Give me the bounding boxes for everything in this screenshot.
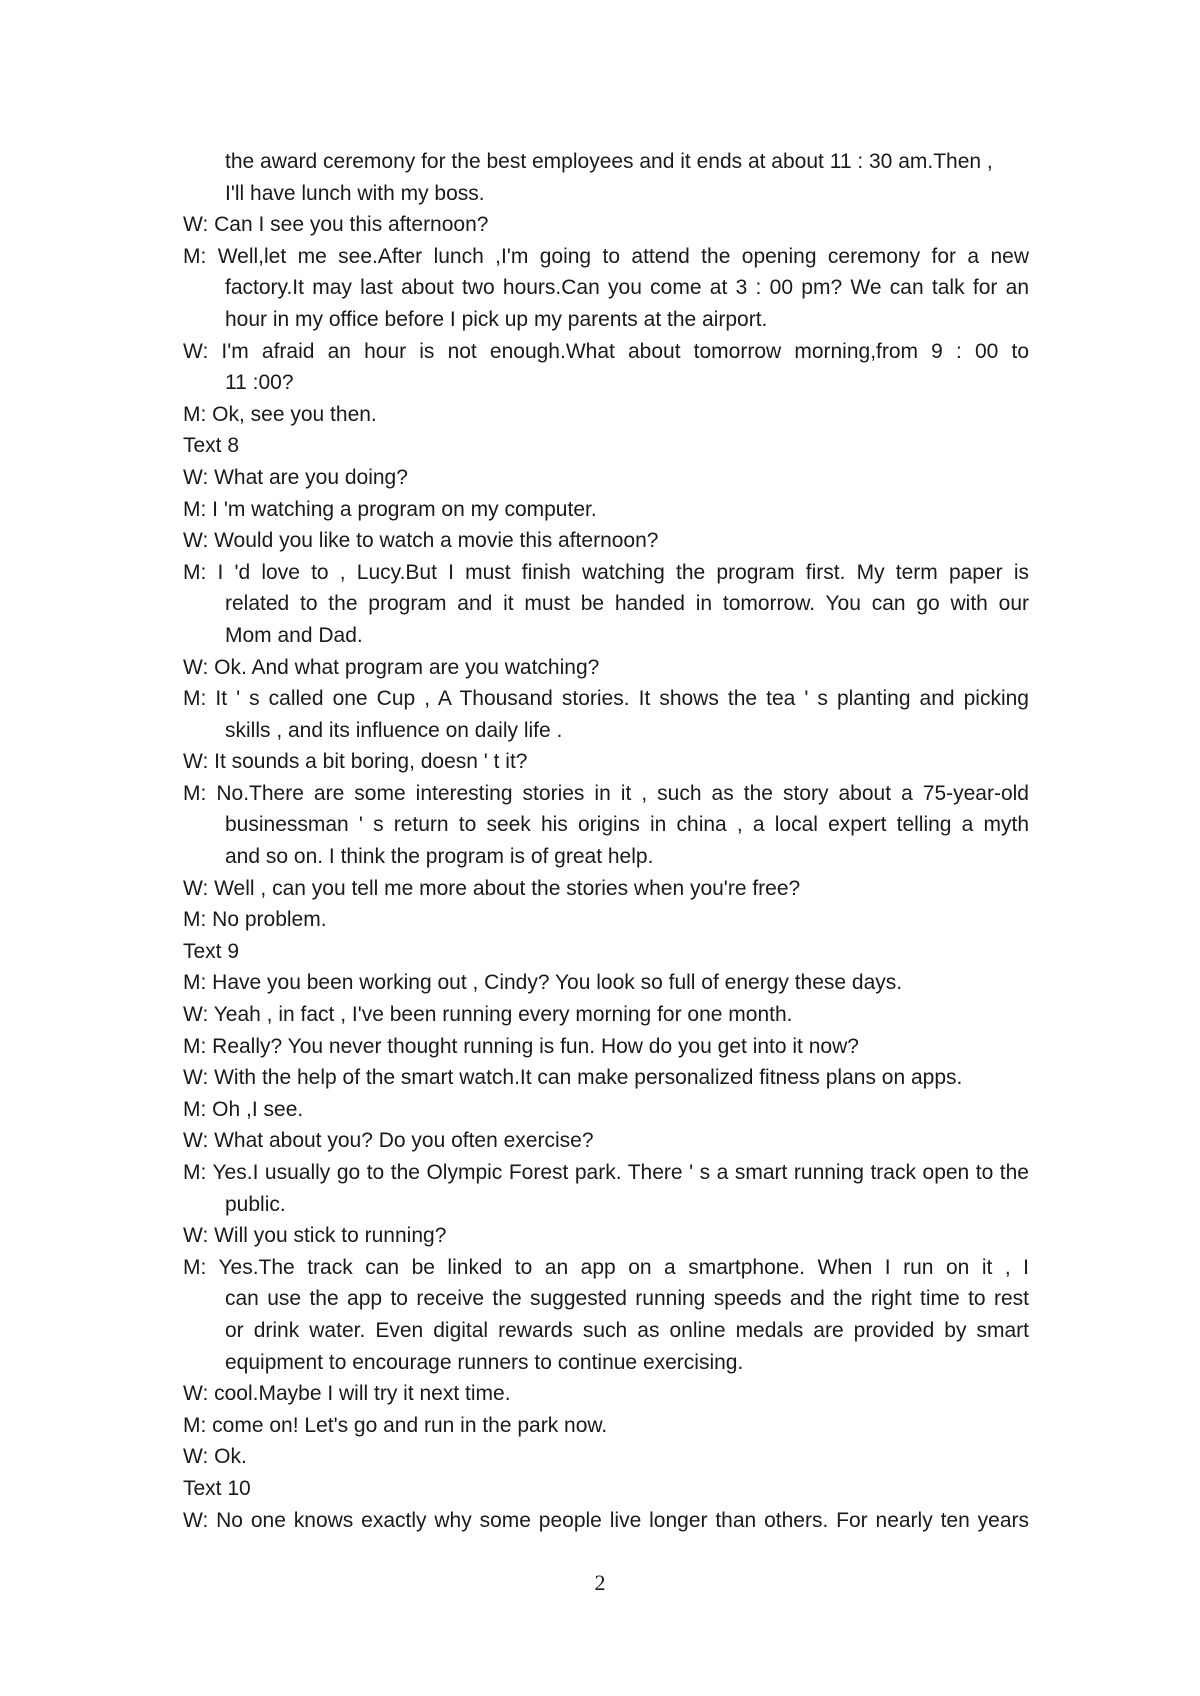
transcript-line: the award ceremony for the best employees and it ends at about 11 : 30 am.Then , xyxy=(225,150,993,173)
transcript-line: W: No one knows exactly why some people live longer than others. For nearly ten years xyxy=(183,1508,1029,1532)
transcript-line: W: cool.Maybe I will try it next time. xyxy=(183,1382,511,1406)
transcript-line: M: Have you been working out , Cindy? You look so full of energy these days. xyxy=(183,971,903,995)
transcript-line: W: Yeah , in fact , I've been running every morning for one month. xyxy=(183,1003,793,1027)
transcript-line: W: I'm afraid an hour is not enough.What about tomorrow morning,from 9 : 00 to xyxy=(183,339,1029,363)
transcript-line: W: Ok. And what program are you watching? xyxy=(183,655,600,679)
transcript-line: M: I 'm watching a program on my computer. xyxy=(183,497,597,521)
section-heading: Text 10 xyxy=(183,1476,251,1500)
dialogue-transcript xyxy=(183,146,1029,1536)
transcript-line: skills , and its influence on daily life . xyxy=(225,718,563,742)
transcript-line: W: Can I see you this afternoon? xyxy=(183,213,489,237)
transcript-line: M: Really? You never thought running is fun. How do you get into it now? xyxy=(183,1034,859,1058)
transcript-line: W: Will you stick to running? xyxy=(183,1224,447,1248)
transcript-line: M: Well,let me see.After lunch ,I'm going to attend the opening ceremony for a new xyxy=(183,244,1029,268)
transcript-line: or drink water. Even digital rewards such as online medals are provided by smart xyxy=(225,1318,1029,1342)
transcript-line: I'll have lunch with my boss. xyxy=(225,181,485,205)
transcript-line: M: It ' s called one Cup , A Thousand stories. It shows the tea ' s planting and picking xyxy=(183,687,1029,711)
transcript-line: W: Well , can you tell me more about the stories when you're free? xyxy=(183,876,801,900)
transcript-line: M: I 'd love to , Lucy.But I must finish watching the program first. My term paper is xyxy=(183,560,1029,584)
transcript-line: businessman ' s return to seek his origins in china , a local expert telling a myth xyxy=(225,813,1029,837)
section-heading: Text 8 xyxy=(183,434,240,458)
transcript-line: M: come on! Let's go and run in the park now. xyxy=(183,1413,608,1437)
transcript-line: and so on. I think the program is of great help. xyxy=(225,845,654,869)
transcript-line: hour in my office before I pick up my parents at the airport. xyxy=(225,307,768,331)
transcript-line: M: Yes.I usually go to the Olympic Forest park. There ' s a smart running track open to the xyxy=(183,1161,1029,1184)
transcript-line: M: No problem. xyxy=(183,908,327,932)
section-heading: Text 9 xyxy=(183,939,240,963)
transcript-line: W: What about you? Do you often exercise? xyxy=(183,1129,594,1153)
transcript-line: M: Oh ,I see. xyxy=(183,1097,304,1121)
transcript-line: W: With the help of the smart watch.It can make personalized fitness plans on apps. xyxy=(183,1066,963,1090)
transcript-line: Mom and Dad. xyxy=(225,623,363,647)
transcript-line: related to the program and it must be handed in tomorrow. You can go with our xyxy=(225,592,1029,616)
transcript-line: W: It sounds a bit boring, doesn ' t it? xyxy=(183,750,528,774)
transcript-line: can use the app to receive the suggested running speeds and the right time to rest xyxy=(225,1287,1029,1311)
transcript-line: W: Would you like to watch a movie this afternoon? xyxy=(183,529,659,553)
transcript-line: M: No.There are some interesting stories in it , such as the story about a 75-year-old xyxy=(183,781,1029,805)
transcript-line: M: Yes.The track can be linked to an app on a smartphone. When I run on it , I xyxy=(183,1255,1029,1279)
transcript-line: W: Ok. xyxy=(183,1445,247,1469)
transcript-line: M: Ok, see you then. xyxy=(183,402,377,426)
page-number: 2 xyxy=(594,1570,606,1595)
transcript-line: equipment to encourage runners to continue exercising. xyxy=(225,1350,744,1374)
transcript-line: public. xyxy=(225,1192,286,1216)
transcript-line: 11 :00? xyxy=(225,371,294,395)
transcript-line: factory.It may last about two hours.Can you come at 3 : 00 pm? We can talk for an xyxy=(225,276,1029,300)
transcript-line: W: What are you doing? xyxy=(183,465,408,489)
